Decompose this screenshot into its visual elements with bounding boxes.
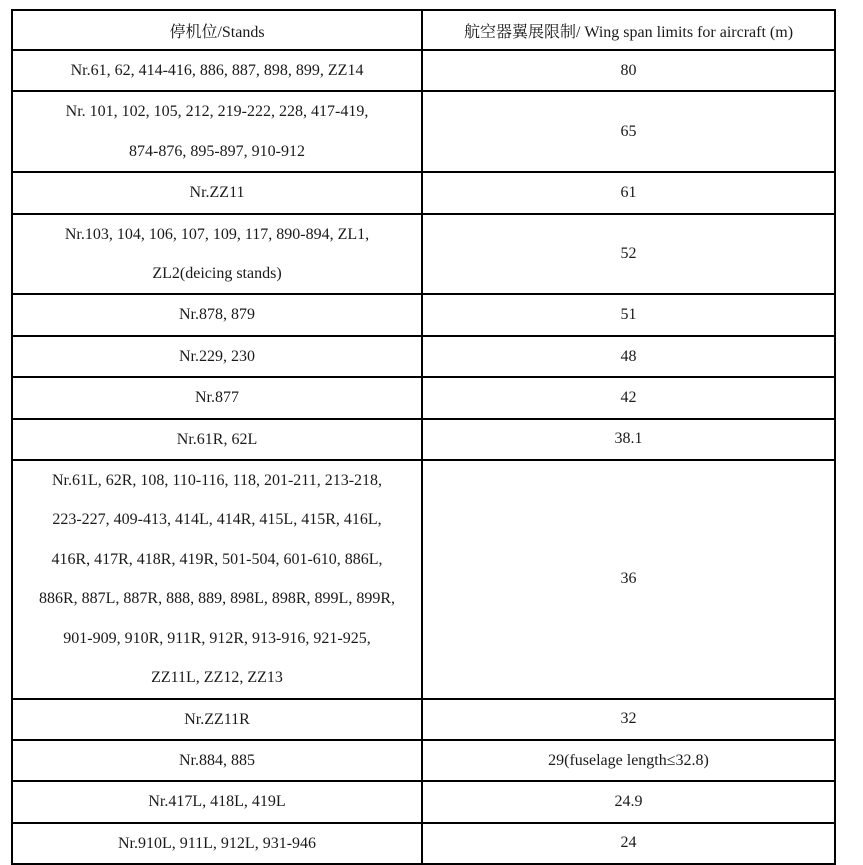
stands-cell: [12, 699, 422, 740]
stands-line: ZZ11L, ZZ12, ZZ13: [151, 669, 283, 687]
table-row: [12, 377, 835, 418]
stands-cell: [12, 50, 422, 91]
wing-span-limit-cell: 24: [422, 823, 835, 864]
table-header-row: [12, 10, 835, 50]
stands-line: Nr.61L, 62R, 108, 110-116, 118, 201-211, 213-218,: [51, 472, 383, 490]
wing-span-limit-cell: 52: [422, 214, 835, 295]
wing-span-limit-cell: 38.1: [422, 419, 835, 460]
stands-line: 874-876, 895-897, 910-912: [129, 142, 305, 160]
wing-span-limit-cell: 61: [422, 172, 835, 213]
wing-span-limit-cell: 51: [422, 294, 835, 335]
table-row: [12, 419, 835, 460]
stands-line: Nr.877: [195, 389, 239, 407]
wing-span-table-container: [11, 9, 836, 865]
table-row: [12, 781, 835, 822]
stands-line: Nr.61, 62, 414-416, 886, 887, 898, 899, ZZ14: [70, 62, 364, 79]
header-wing-span-limits: 航空器翼展限制/ Wing span limits for aircraft (m): [422, 10, 835, 50]
header-stands: 停机位/Stands: [12, 10, 422, 50]
wing-span-limit-cell: 42: [422, 377, 835, 418]
stands-line: Nr.910L, 911L, 912L, 931-946: [117, 834, 317, 852]
stands-cell: [12, 823, 422, 864]
wing-span-limit-cell: 65: [422, 91, 835, 172]
table-row: [12, 460, 835, 698]
table-row: [12, 91, 835, 172]
stands-line: 901-909, 910R, 911R, 912R, 913-916, 921-925,: [63, 629, 371, 647]
stands-line: 223-227, 409-413, 414L, 414R, 415L, 415R, 416L,: [52, 511, 382, 529]
table-row: [12, 172, 835, 213]
stands-cell: [12, 781, 422, 822]
stands-line: Nr.884, 885: [179, 751, 255, 769]
wing-span-limit-cell: 36: [422, 460, 835, 698]
stands-line: ZL2(deicing stands): [152, 265, 282, 283]
table-row: [12, 294, 835, 335]
table-row: [12, 214, 835, 295]
stands-cell: [12, 214, 422, 295]
table-body: [12, 50, 835, 864]
stands-cell: [12, 294, 422, 335]
stands-line: 886R, 887L, 887R, 888, 889, 898L, 898R, 899L, 899R,: [38, 590, 395, 608]
stands-line: Nr.ZZ11R: [184, 710, 250, 728]
stands-line: Nr. 101, 102, 105, 212, 219-222, 228, 417-419,: [65, 103, 369, 121]
stands-cell: [12, 377, 422, 418]
stands-cell: [12, 740, 422, 781]
stands-line: Nr.103, 104, 106, 107, 109, 117, 890-894, ZL1,: [64, 225, 370, 243]
stands-cell: [12, 172, 422, 213]
stands-cell: [12, 460, 422, 698]
wing-span-limit-cell: 32: [422, 699, 835, 740]
stands-line: Nr.ZZ11: [189, 184, 245, 202]
table-row: [12, 740, 835, 781]
wing-span-limit-cell: 24.9: [422, 781, 835, 822]
stands-line: Nr.878, 879: [179, 306, 255, 324]
wing-span-limit-cell: 80: [422, 50, 835, 91]
table-row: [12, 336, 835, 377]
table-row: [12, 823, 835, 864]
stands-cell: [12, 419, 422, 460]
wing-span-limit-cell: 48: [422, 336, 835, 377]
stands-cell: [12, 91, 422, 172]
table-row: [12, 50, 835, 91]
stands-line: Nr.417L, 418L, 419L: [148, 793, 286, 811]
stands-line: 416R, 417R, 418R, 419R, 501-504, 601-610, 886L,: [51, 550, 383, 568]
table-row: [12, 699, 835, 740]
stands-line: Nr.61R, 62L: [176, 430, 258, 448]
wing-span-limit-cell: 29(fuselage length≤32.8): [422, 740, 835, 781]
wing-span-limits-table: [11, 9, 836, 865]
stands-cell: [12, 336, 422, 377]
stands-line: Nr.229, 230: [179, 347, 255, 365]
